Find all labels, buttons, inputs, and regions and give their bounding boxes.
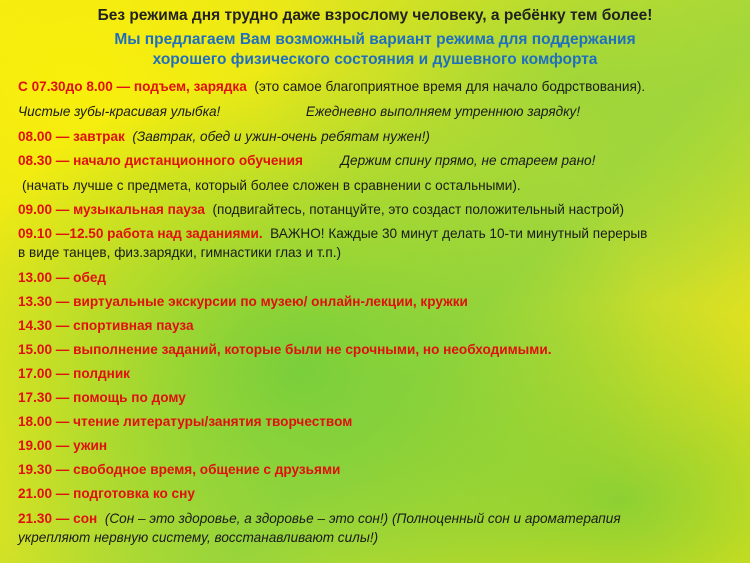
- schedule-dinner: 19.00 — ужин: [18, 438, 108, 453]
- schedule-free: 19.30 — свободное время, общение с друзьями: [18, 462, 341, 477]
- schedule-excursions: 13.30 — виртуальные экскурсии по музею/ онлайн-лекции, кружки: [18, 294, 468, 309]
- breakfast-note: (Завтрак, обед и ужин-очень ребятам нужен!): [132, 129, 430, 144]
- music-time: 09.00 — музыкальная пауза: [18, 202, 205, 217]
- breakfast-time: 08.00 — завтрак: [18, 129, 125, 144]
- tasks-note-cont: в виде танцев, физ.зарядки, гимнастики глаз и т.п.): [18, 245, 342, 260]
- sleep-time: 21.30 — сон: [18, 511, 98, 526]
- slogan-teeth: Чистые зубы-красивая улыбка!: [18, 104, 221, 119]
- wakeup-note: (это самое благоприятное время для начало бодрствования).: [254, 79, 646, 94]
- schedule-reading: 18.00 — чтение литературы/занятия творчеством: [18, 414, 353, 429]
- schedule-wakeup: [18, 78, 730, 96]
- tasks-note: ВАЖНО! Каждые 30 минут делать 10-ти минутный перерыв: [270, 226, 648, 241]
- wakeup-time: С 07.30до 8.00 — подъем, зарядка: [18, 79, 247, 94]
- header-title: Без режима дня трудно даже взрослому человеку, а ребёнку тем более!: [97, 7, 653, 24]
- schedule-prepare: 21.00 — подготовка ко сну: [18, 486, 195, 501]
- study-note: Держим спину прямо, не стареем рано!: [340, 153, 596, 168]
- tasks-time: 09.10 —12.50 работа над заданиями.: [18, 226, 263, 241]
- sleep-note-cont: укрепляют нервную систему, восстанавливают силы!): [18, 530, 379, 545]
- schedule-music: [18, 201, 730, 219]
- schedule-lunch: 13.00 — обед: [18, 270, 107, 285]
- study-time: 08.30 — начало дистанционного обучения: [18, 153, 303, 168]
- schedule-house: 17.30 — помощь по дому: [18, 390, 186, 405]
- schedule-tasks: [18, 225, 730, 243]
- schedule-sport: 14.30 — спортивная пауза: [18, 318, 194, 333]
- header-subtitle-line2: хорошего физического состояния и душевного комфорта: [152, 51, 598, 68]
- music-note: (подвигайтесь, потанцуйте, это создаст положительный настрой): [212, 202, 624, 217]
- study-hint: (начать лучше с предмета, который более сложен в сравнении с остальными).: [22, 178, 521, 193]
- header-subtitle-line1: Мы предлагаем Вам возможный вариант режима для поддержания: [114, 31, 636, 48]
- schedule-breakfast: [18, 128, 730, 146]
- schedule-slogans: [18, 103, 730, 121]
- schedule-snack: 17.00 — полдник: [18, 366, 130, 381]
- schedule-homework: 15.00 — выполнение заданий, которые были не срочными, но необходимыми.: [18, 342, 552, 357]
- schedule-study: [18, 152, 730, 170]
- slogan-exercise: Ежедневно выполняем утреннюю зарядку!: [305, 104, 581, 119]
- sleep-note: (Сон – это здоровье, а здоровье – это сон!) (Полноценный сон и ароматерапия: [104, 511, 621, 526]
- schedule-sleep: [18, 510, 730, 528]
